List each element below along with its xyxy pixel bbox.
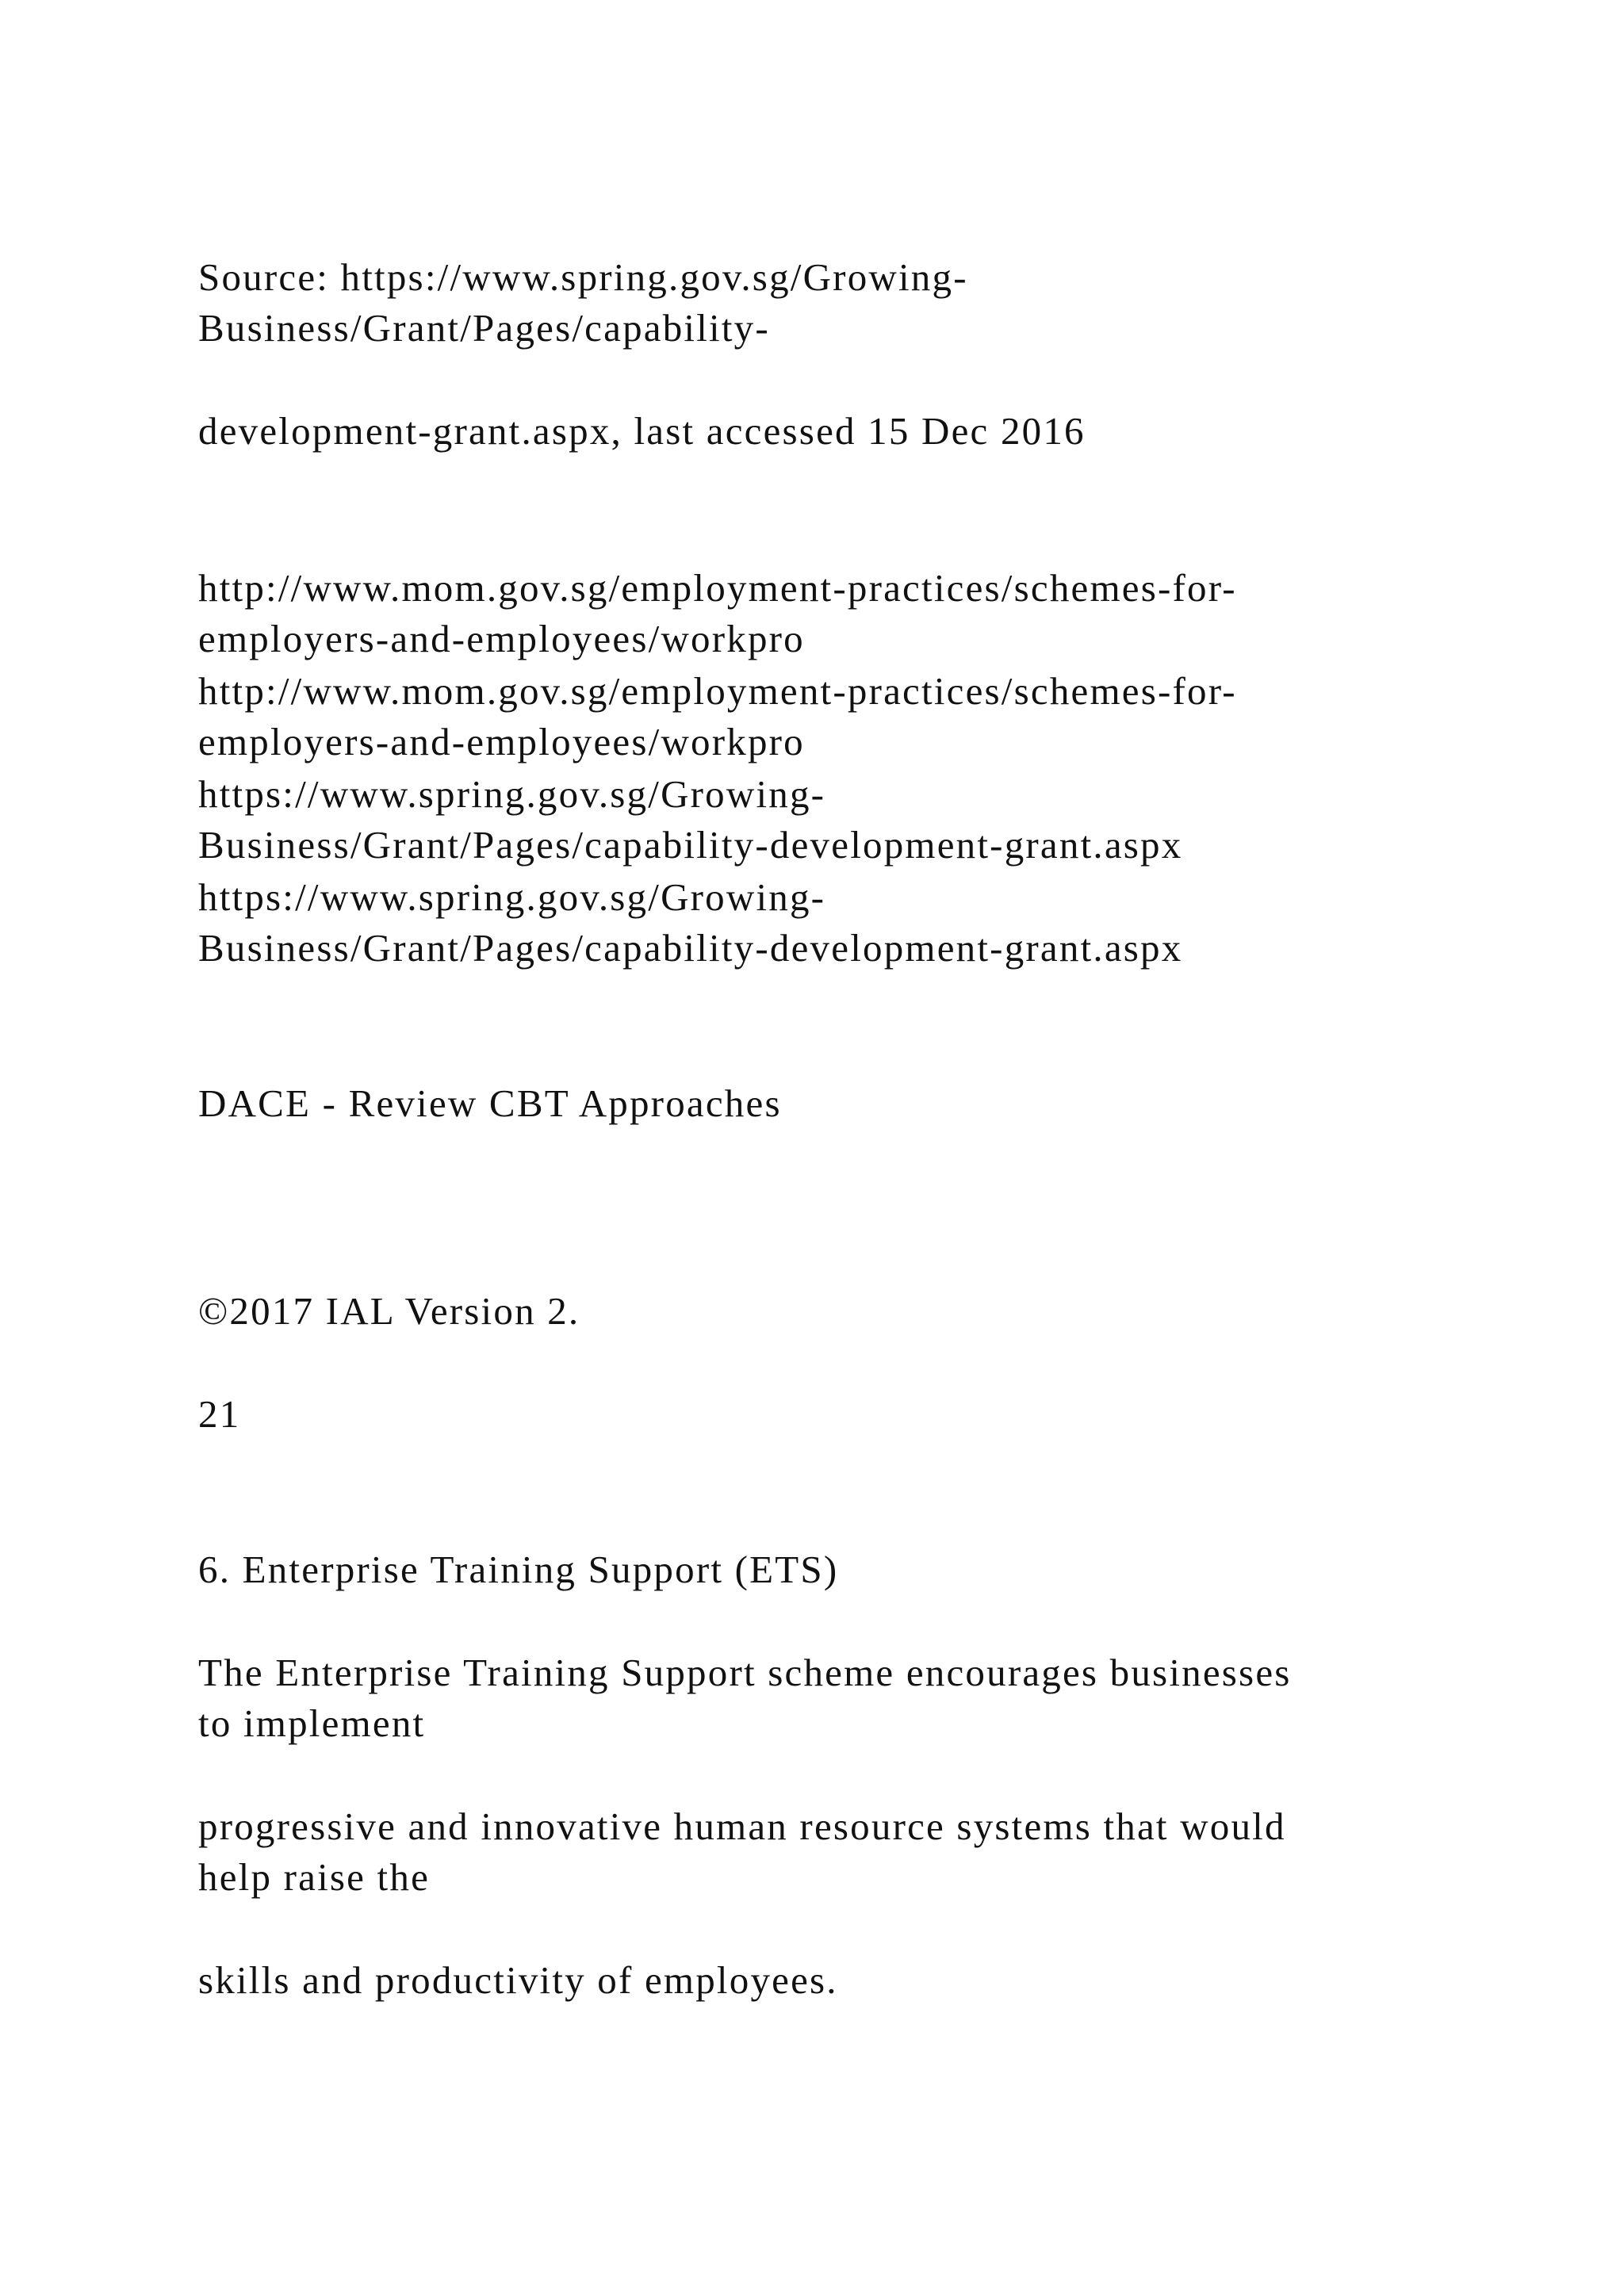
link-line[interactable]: http://www.mom.gov.sg/employment-practices/schemes-for- <box>198 566 1237 610</box>
body-line: to implement <box>198 1701 426 1745</box>
body-line: help raise the <box>198 1855 431 1899</box>
link-line[interactable]: https://www.spring.gov.sg/Growing- <box>198 875 826 919</box>
footer-title: DACE - Review CBT Approaches <box>198 1081 782 1125</box>
source-line: development-grant.aspx, last accessed 15 Dec 2016 <box>198 409 1086 453</box>
section-heading: 6. Enterprise Training Support (ETS) <box>198 1548 839 1591</box>
copyright-text: ©2017 IAL Version 2. <box>198 1289 580 1333</box>
link-line[interactable]: Business/Grant/Pages/capability-development-grant.aspx <box>198 926 1183 970</box>
link-line[interactable]: Business/Grant/Pages/capability-development-grant.aspx <box>198 823 1183 867</box>
link-line[interactable]: https://www.spring.gov.sg/Growing- <box>198 772 826 816</box>
source-line: Source: https://www.spring.gov.sg/Growing- <box>198 255 968 299</box>
body-line: progressive and innovative human resource systems that would <box>198 1804 1286 1848</box>
source-line: Business/Grant/Pages/capability- <box>198 306 770 350</box>
link-line[interactable]: employers-and-employees/workpro <box>198 720 805 763</box>
link-line[interactable]: http://www.mom.gov.sg/employment-practices/schemes-for- <box>198 669 1237 713</box>
link-line[interactable]: employers-and-employees/workpro <box>198 617 805 660</box>
body-line: skills and productivity of employees. <box>198 1958 838 2002</box>
page-number: 21 <box>198 1392 241 1436</box>
body-line: The Enterprise Training Support scheme encourages businesses <box>198 1651 1292 1694</box>
